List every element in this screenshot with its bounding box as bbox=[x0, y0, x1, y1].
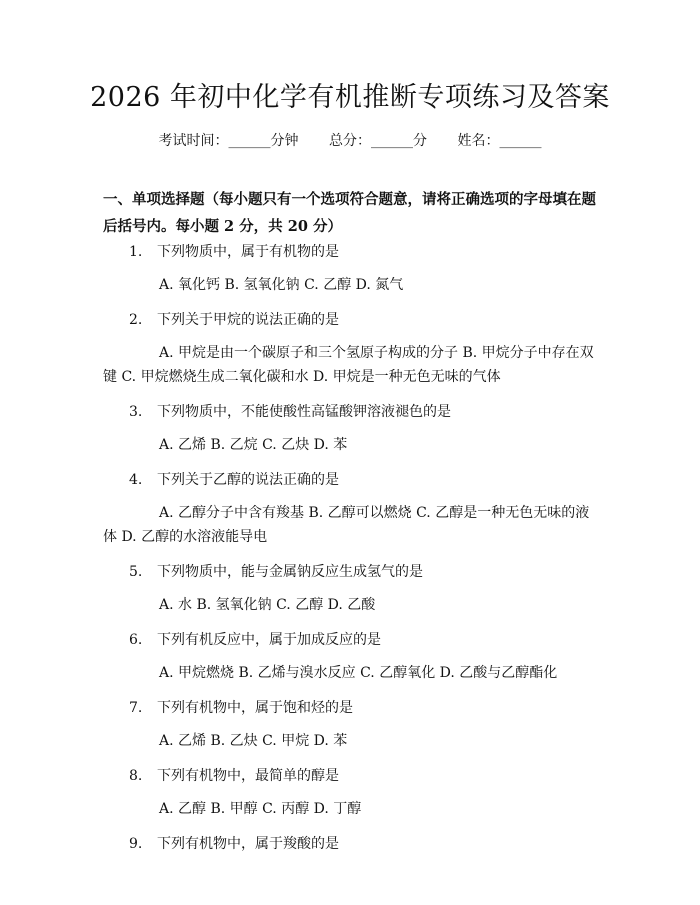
question-number: 1. bbox=[129, 244, 143, 260]
question-stem bbox=[103, 834, 600, 854]
question-stem bbox=[103, 402, 600, 422]
score-field: 总分：______分 bbox=[329, 133, 427, 149]
question-number: 7. bbox=[129, 700, 143, 716]
question-stem bbox=[103, 698, 600, 718]
question-number: 3. bbox=[129, 404, 143, 420]
question-text: 下列有机反应中，属于加成反应的是 bbox=[157, 632, 381, 648]
question-number: 4. bbox=[129, 472, 143, 488]
time-field: 考试时间：______分钟 bbox=[158, 133, 299, 149]
question-stem bbox=[103, 310, 600, 330]
document-title: 2026 年初中化学有机推断专项练习及答案 bbox=[90, 82, 610, 113]
question-text: 下列有机物中，属于饱和烃的是 bbox=[157, 700, 353, 716]
question-text: 下列物质中，能与金属钠反应生成氢气的是 bbox=[157, 564, 423, 580]
name-field: 姓名：______ bbox=[457, 133, 542, 149]
question-options: A. 甲烷是由一个碳原子和三个氢原子构成的分子 B. 甲烷分子中存在双键 C. 甲烷燃烧生成二氧化碳和水 D. 甲烷是一种无色无味的气体 bbox=[103, 345, 594, 385]
question-number: 8. bbox=[129, 768, 143, 784]
question-text: 下列物质中，不能使酸性高锰酸钾溶液褪色的是 bbox=[157, 404, 451, 420]
question-list bbox=[103, 242, 600, 854]
question-options: A. 甲烷燃烧 B. 乙烯与溴水反应 C. 乙醇氧化 D. 乙酸与乙醇酯化 bbox=[159, 665, 558, 681]
question-number: 6. bbox=[129, 632, 143, 648]
question-number: 9. bbox=[129, 836, 143, 852]
question-options: A. 氧化钙 B. 氢氧化钠 C. 乙醇 D. 氮气 bbox=[159, 277, 404, 293]
question-options: A. 乙烯 B. 乙炔 C. 甲烷 D. 苯 bbox=[159, 733, 348, 749]
question-text: 下列有机物中，属于羧酸的是 bbox=[157, 836, 339, 852]
question-text: 下列关于甲烷的说法正确的是 bbox=[157, 312, 339, 328]
question-stem bbox=[103, 630, 600, 650]
question-number: 2. bbox=[129, 312, 143, 328]
question-stem bbox=[103, 470, 600, 490]
question-stem bbox=[103, 562, 600, 582]
question-options: A. 水 B. 氢氧化钠 C. 乙醇 D. 乙酸 bbox=[159, 597, 376, 613]
question-text: 下列有机物中，最简单的醇是 bbox=[157, 768, 339, 784]
question-text: 下列物质中，属于有机物的是 bbox=[157, 244, 339, 260]
section-heading: 一、单项选择题（每小题只有一个选项符合题意，请将正确选项的字母填在题后括号内。每小题 2 分，共 20 分） bbox=[103, 191, 596, 235]
question-options: A. 乙烯 B. 乙烷 C. 乙炔 D. 苯 bbox=[159, 437, 348, 453]
exam-meta bbox=[0, 131, 700, 151]
question-number: 5. bbox=[129, 564, 143, 580]
question-stem bbox=[103, 242, 600, 262]
question-stem bbox=[103, 766, 600, 786]
question-options: A. 乙醇 B. 甲醇 C. 丙醇 D. 丁醇 bbox=[159, 801, 362, 817]
question-options: A. 乙醇分子中含有羧基 B. 乙醇可以燃烧 C. 乙醇是一种无色无味的液体 D. 乙醇的水溶液能导电 bbox=[103, 505, 590, 545]
question-text: 下列关于乙醇的说法正确的是 bbox=[157, 472, 339, 488]
